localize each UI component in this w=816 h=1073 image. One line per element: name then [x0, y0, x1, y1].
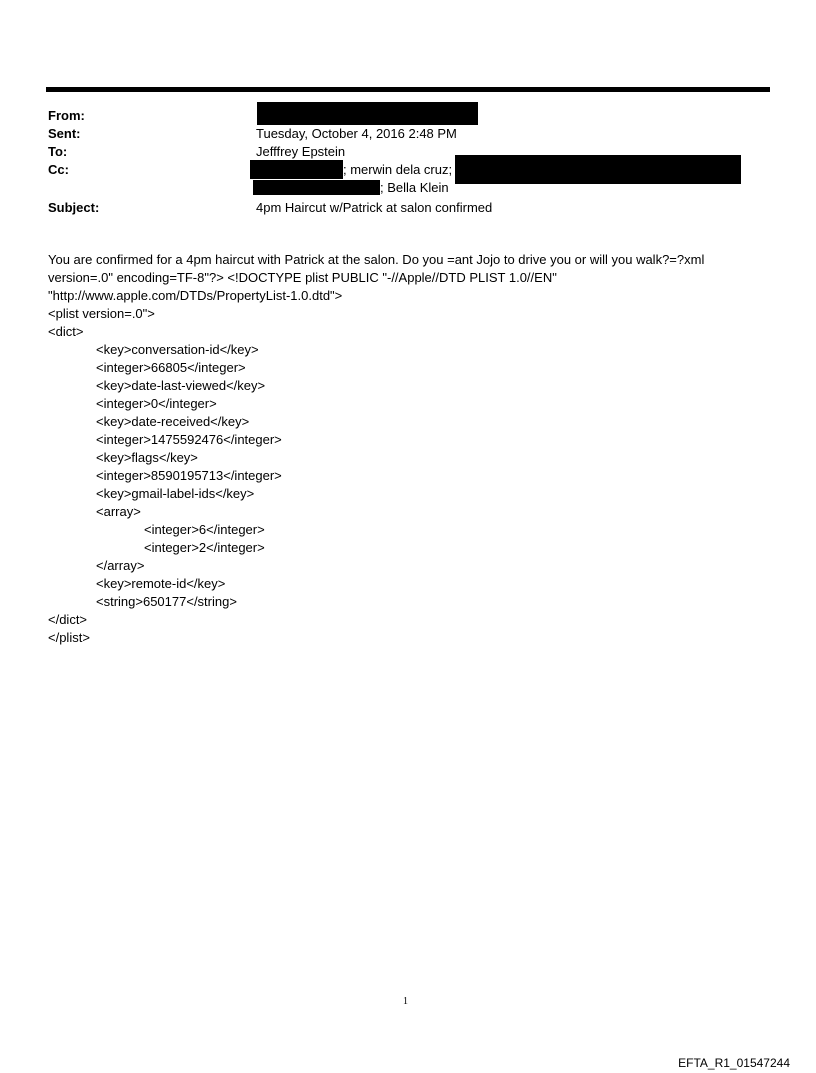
dict-close: </dict>	[48, 612, 88, 627]
plist-line: <integer>66805</integer>	[96, 360, 246, 375]
subject-value: 4pm Haircut w/Patrick at salon confirmed	[256, 200, 493, 215]
cc-line2: ; Bella Klein	[380, 180, 449, 195]
bates-number: EFTA_R1_01547244	[678, 1056, 790, 1070]
plist-line: </array>	[96, 558, 145, 573]
plist-line: <key>gmail-label-ids</key>	[96, 486, 255, 501]
plist-array-item: <integer>6</integer>	[144, 522, 265, 537]
body-line-2: version=.0" encoding=TF-8"?> <!DOCTYPE plist PUBLIC "-//Apple//DTD PLIST 1.0//EN"	[48, 270, 557, 285]
plist-open: <plist version=.0">	[48, 306, 155, 321]
redaction-cc-1	[250, 160, 343, 179]
plist-line: <integer>1475592476</integer>	[96, 432, 282, 447]
from-label: From:	[48, 108, 85, 123]
plist-line: <integer>8590195713</integer>	[96, 468, 282, 483]
sent-value: Tuesday, October 4, 2016 2:48 PM	[256, 126, 457, 141]
cc-line1: ; merwin dela cruz;	[343, 162, 453, 177]
to-label: To:	[48, 144, 68, 159]
sent-label: Sent:	[48, 126, 81, 141]
plist-close: </plist>	[48, 630, 90, 645]
plist-line: <key>flags</key>	[96, 450, 198, 465]
redaction-cc-2	[455, 155, 741, 184]
plist-line: <key>conversation-id</key>	[96, 342, 259, 357]
page-number: 1	[403, 996, 408, 1007]
redaction-from	[257, 102, 478, 125]
plist-line: <string>650177</string>	[96, 594, 237, 609]
cc-label: Cc:	[48, 162, 69, 177]
email-body	[48, 251, 770, 647]
dict-open: <dict>	[48, 324, 84, 339]
body-line-1: You are confirmed for a 4pm haircut with Patrick at the salon. Do you =ant Jojo to drive you or will you walk?=?xml	[48, 252, 705, 267]
plist-line: <key>date-last-viewed</key>	[96, 378, 266, 393]
plist-line: <key>remote-id</key>	[96, 576, 226, 591]
plist-line: <integer>0</integer>	[96, 396, 217, 411]
redaction-cc-3	[253, 180, 380, 195]
plist-array-item: <integer>2</integer>	[144, 540, 265, 555]
plist-line: <array>	[96, 504, 141, 519]
body-line-3: "http://www.apple.com/DTDs/PropertyList-1.0.dtd">	[48, 288, 343, 303]
to-value: Jefffrey Epstein	[256, 144, 346, 159]
header-rule	[46, 87, 770, 92]
body-paragraph	[48, 251, 770, 305]
subject-label: Subject:	[48, 200, 100, 215]
plist-line: <key>date-received</key>	[96, 414, 250, 429]
